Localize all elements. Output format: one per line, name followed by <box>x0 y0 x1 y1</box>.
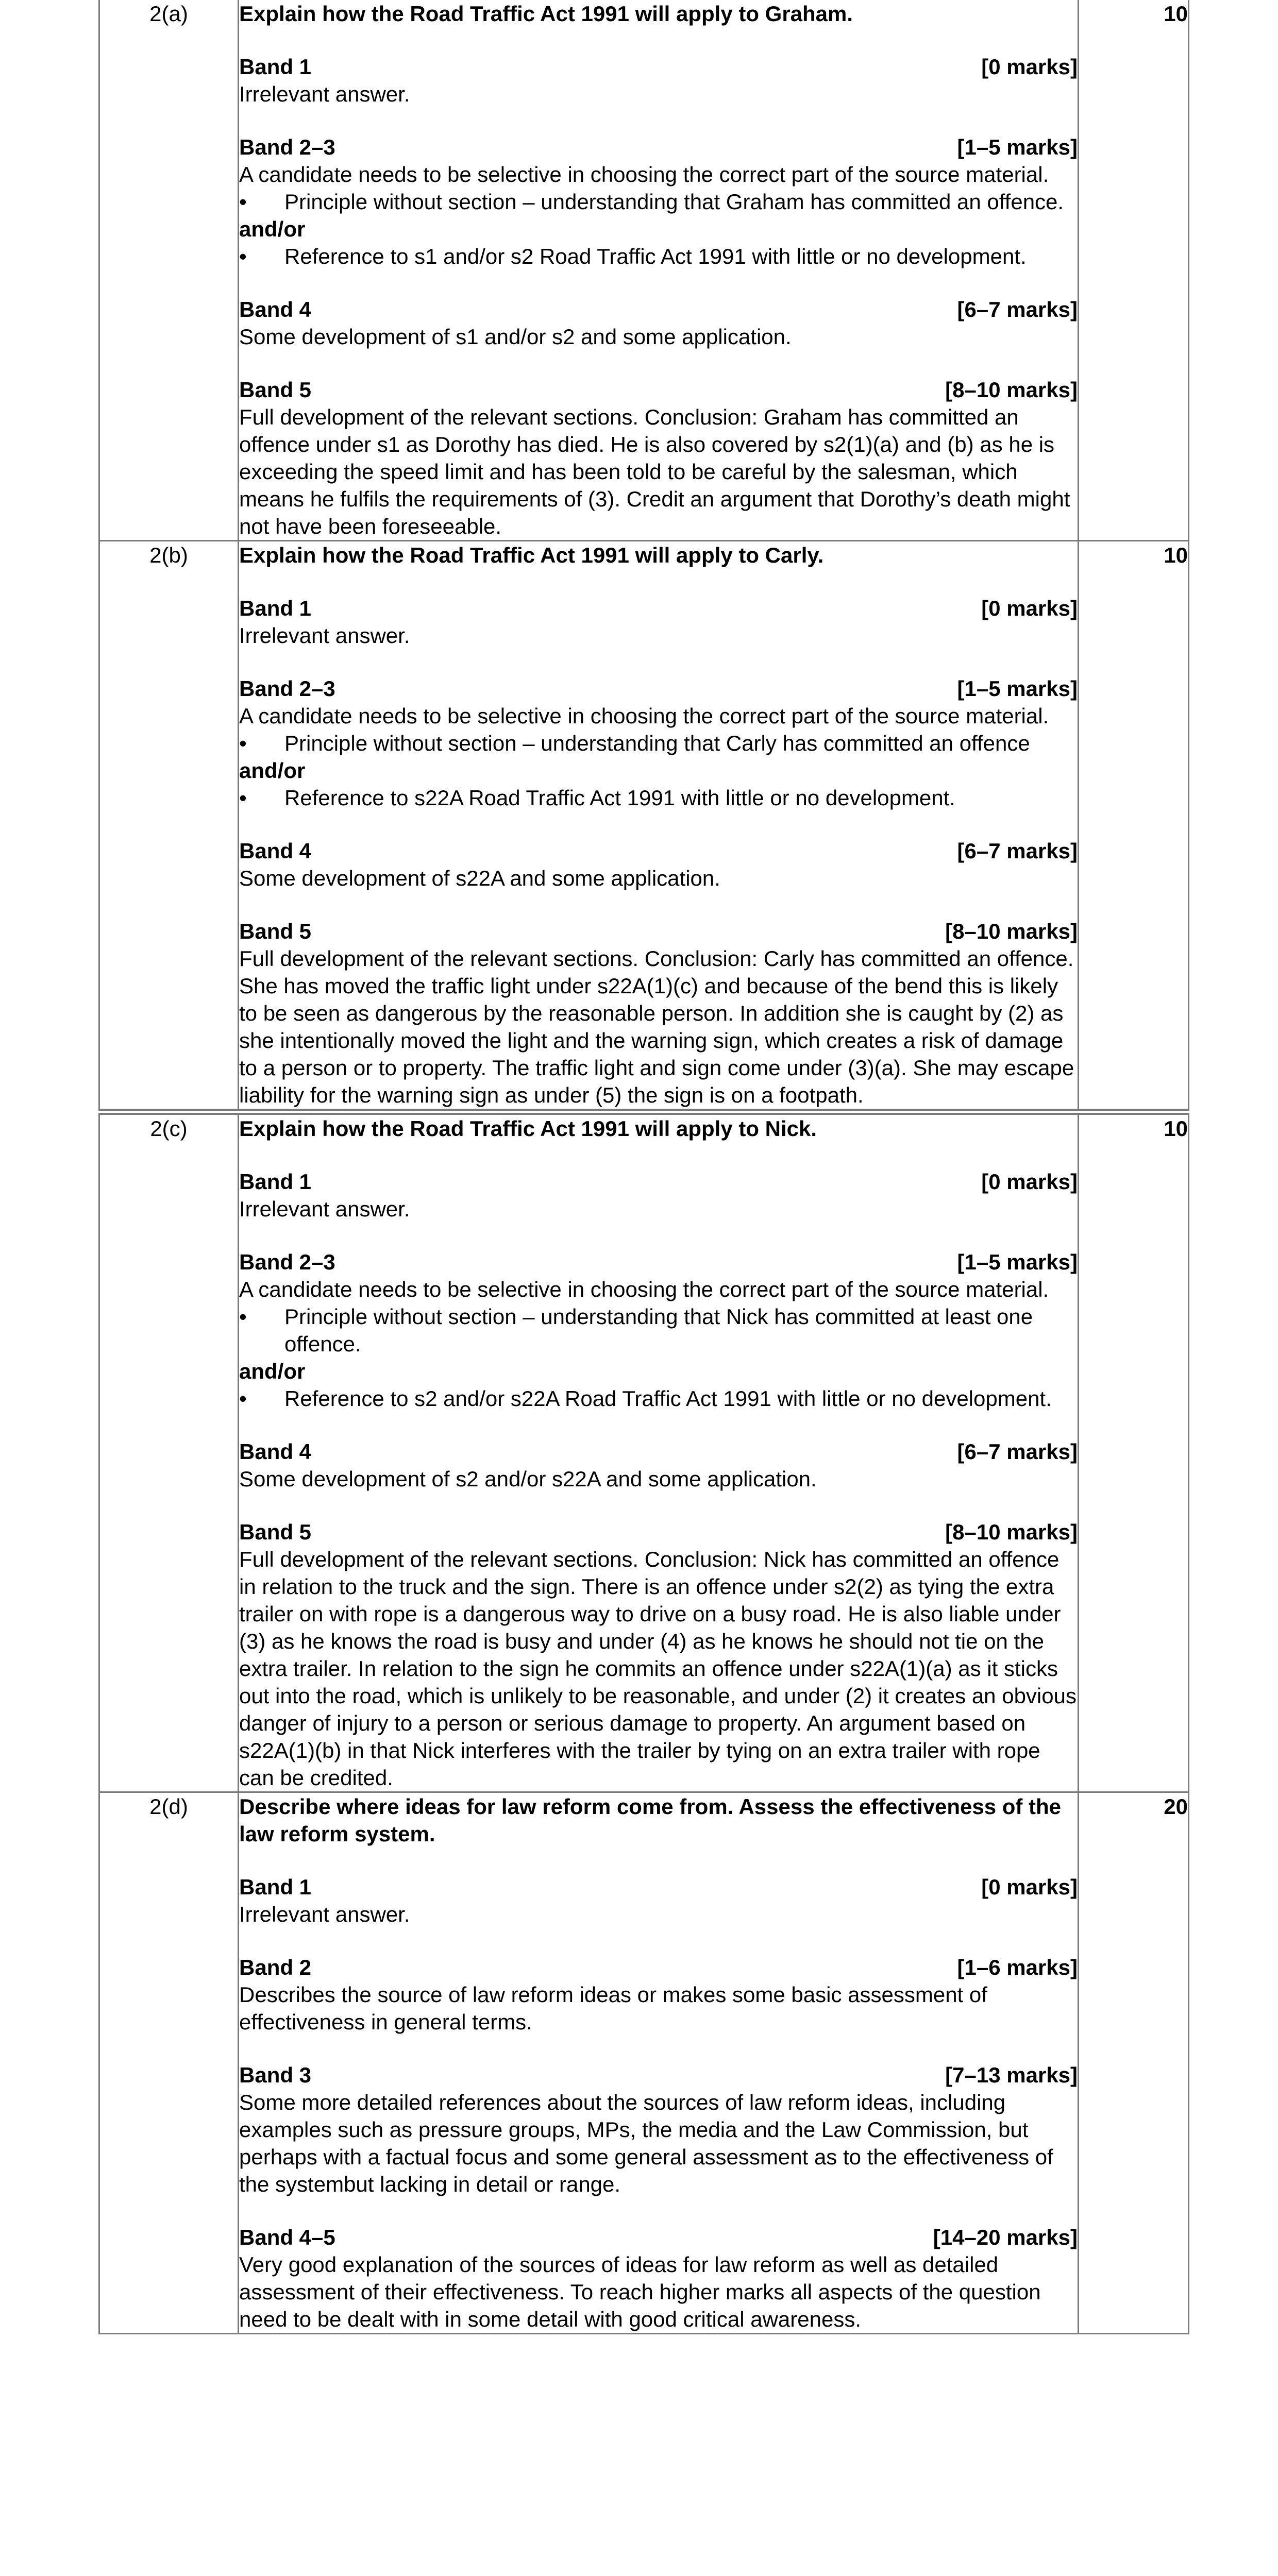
band-marks: [6–7 marks] <box>957 839 1078 863</box>
band-marks: [1–5 marks] <box>957 135 1078 159</box>
band-header <box>239 1438 1078 1465</box>
band-block <box>239 1954 1078 2036</box>
band-description: Full development of the relevant sections. Conclusion: Graham has committed an offence under s1 as Dorothy has died. He is also covered by s2(1)(a) and (b) as he is exceeding the speed limit and has been told to be careful by the salesman, which means he fulfils the requirements of (3). Credit an argument that Dorothy’s death might not have been foreseeable. <box>239 405 1070 538</box>
band-marks: [1–5 marks] <box>957 1250 1078 1274</box>
question-row-2a <box>99 0 1189 541</box>
band-marks: [6–7 marks] <box>957 297 1078 321</box>
band-block <box>239 1518 1078 1791</box>
question-text: Describe where ideas for law reform come from. Assess the effectiveness of the law reform system. <box>239 1794 1062 1846</box>
band-name: Band 1 <box>239 1875 312 1899</box>
question-marks: 10 <box>1079 0 1189 541</box>
band-name: Band 5 <box>239 1520 312 1544</box>
band-name: Band 1 <box>239 55 312 79</box>
band-header <box>239 133 1078 161</box>
band-description: Irrelevant answer. <box>239 1902 410 1926</box>
band-header <box>239 918 1078 945</box>
question-row-2d <box>99 1792 1189 2334</box>
band-block <box>239 1873 1078 1928</box>
bullet-item: • Reference to s2 and/or s22A Road Traffic Act 1991 with little or no development. <box>239 1385 1078 1412</box>
band-description: A candidate needs to be selective in choosing the correct part of the source material. <box>239 1277 1049 1301</box>
band-block <box>239 53 1078 108</box>
band-description: Very good explanation of the sources of ideas for law reform as well as detailed assessment of their effectiveness. To reach higher marks all aspects of the question need to be dealt with in some detail with good critical awareness. <box>239 2252 1041 2331</box>
band-header <box>239 2061 1078 2089</box>
band-description: Irrelevant answer. <box>239 623 410 648</box>
question-marks: 10 <box>1079 541 1189 1112</box>
band-block <box>239 2061 1078 2198</box>
band-name: Band 2–3 <box>239 676 335 701</box>
band-marks: [8–10 marks] <box>945 1520 1078 1544</box>
band-name: Band 2–3 <box>239 135 335 159</box>
bullet-list <box>239 243 1078 270</box>
band-description: Some more detailed references about the sources of law reform ideas, including examples such as pressure groups, MPs, the media and the Law Commission, but perhaps with a factual focus and some general assessment as to the effectiveness of the systembut lacking in detail or range. <box>239 2090 1053 2196</box>
bullet-list <box>239 1385 1078 1412</box>
band-block <box>239 133 1078 270</box>
answer-guidance <box>239 541 1079 1112</box>
question-text: Explain how the Road Traffic Act 1991 will apply to Graham. <box>239 2 853 26</box>
question-text: Explain how the Road Traffic Act 1991 will apply to Carly. <box>239 543 824 567</box>
question-number: 2(a) <box>99 0 239 541</box>
band-description: Describes the source of law reform ideas or makes some basic assessment of effectiveness in general terms. <box>239 1982 987 2034</box>
band-description: A candidate needs to be selective in choosing the correct part of the source material. <box>239 704 1049 728</box>
band-marks: [8–10 marks] <box>945 919 1078 943</box>
band-header <box>239 2224 1078 2251</box>
bullet-item: • Principle without section – understanding that Carly has committed an offence <box>239 730 1078 757</box>
answer-guidance <box>239 1792 1079 2334</box>
bullet-list <box>239 730 1078 757</box>
band-name: Band 5 <box>239 919 312 943</box>
band-block <box>239 2224 1078 2333</box>
band-marks: [1–6 marks] <box>957 1955 1078 1979</box>
band-name: Band 1 <box>239 1170 312 1194</box>
band-header <box>239 1873 1078 1901</box>
band-header <box>239 1248 1078 1276</box>
question-marks: 10 <box>1079 1112 1189 1792</box>
connector-text: and/or <box>239 758 306 783</box>
band-header <box>239 1954 1078 1981</box>
band-block <box>239 376 1078 540</box>
question-row-2b <box>99 541 1189 1112</box>
band-block <box>239 837 1078 892</box>
band-description: Full development of the relevant sections. Conclusion: Carly has committed an offence. She has moved the traffic light under s22A(1)(c) and because of the bend this is likely to be seen as dangerous by the reasonable person. In addition she is caught by (2) as she intentionally moved the light and the warning sign, which creates a risk of damage to a person or to property. The traffic light and sign come under (3)(a). She may escape liability for the warning sign as under (5) the sign is on a footpath. <box>239 946 1074 1107</box>
bullet-item: • Principle without section – understanding that Graham has committed an offence. <box>239 188 1078 215</box>
band-block <box>239 296 1078 350</box>
band-name: Band 2–3 <box>239 1250 335 1274</box>
band-header <box>239 1518 1078 1546</box>
bullet-list <box>239 188 1078 215</box>
question-text: Explain how the Road Traffic Act 1991 will apply to Nick. <box>239 1116 817 1141</box>
question-marks: 20 <box>1079 1792 1189 2334</box>
band-header <box>239 837 1078 865</box>
band-marks: [0 marks] <box>981 1875 1078 1899</box>
band-marks: [6–7 marks] <box>957 1439 1078 1464</box>
mark-scheme-table <box>98 0 1189 2334</box>
band-block <box>239 918 1078 1109</box>
band-header <box>239 1168 1078 1195</box>
band-header <box>239 376 1078 403</box>
band-block <box>239 1438 1078 1493</box>
band-block <box>239 1168 1078 1223</box>
band-name: Band 4 <box>239 297 312 321</box>
band-name: Band 5 <box>239 378 312 402</box>
band-marks: [0 marks] <box>981 1170 1078 1194</box>
band-description: Some development of s22A and some application. <box>239 866 720 890</box>
band-name: Band 4–5 <box>239 2225 335 2249</box>
band-block <box>239 595 1078 649</box>
band-header <box>239 675 1078 702</box>
band-description: Irrelevant answer. <box>239 1197 410 1221</box>
band-marks: [14–20 marks] <box>933 2225 1078 2249</box>
bullet-item: • Principle without section – understanding that Nick has committed at least one offence. <box>239 1303 1078 1358</box>
band-marks: [0 marks] <box>981 596 1078 620</box>
bullet-item: • Reference to s22A Road Traffic Act 1991 with little or no development. <box>239 784 1078 811</box>
band-description: Irrelevant answer. <box>239 82 410 106</box>
band-marks: [1–5 marks] <box>957 676 1078 701</box>
bullet-item: • Reference to s1 and/or s2 Road Traffic Act 1991 with little or no development. <box>239 243 1078 270</box>
band-header <box>239 595 1078 622</box>
band-marks: [8–10 marks] <box>945 378 1078 402</box>
band-block <box>239 1248 1078 1412</box>
band-marks: [7–13 marks] <box>945 2063 1078 2087</box>
answer-guidance <box>239 0 1079 541</box>
connector-text: and/or <box>239 1359 306 1383</box>
bullet-list <box>239 1303 1078 1358</box>
answer-guidance <box>239 1112 1079 1792</box>
band-header <box>239 53 1078 80</box>
band-name: Band 2 <box>239 1955 312 1979</box>
band-name: Band 3 <box>239 2063 312 2087</box>
connector-text: and/or <box>239 217 306 241</box>
band-name: Band 1 <box>239 596 312 620</box>
question-number: 2(b) <box>99 541 239 1112</box>
band-marks: [0 marks] <box>981 55 1078 79</box>
band-name: Band 4 <box>239 1439 312 1464</box>
band-block <box>239 675 1078 811</box>
band-description: Some development of s1 and/or s2 and some application. <box>239 325 792 349</box>
question-row-2c <box>99 1112 1189 1792</box>
band-name: Band 4 <box>239 839 312 863</box>
band-header <box>239 296 1078 323</box>
band-description: Some development of s2 and/or s22A and some application. <box>239 1467 817 1491</box>
band-description: A candidate needs to be selective in choosing the correct part of the source material. <box>239 162 1049 187</box>
bullet-list <box>239 784 1078 811</box>
question-number: 2(c) <box>99 1112 239 1792</box>
band-description: Full development of the relevant sections. Conclusion: Nick has committed an offence in relation to the truck and the sign. There is an offence under s2(2) as tying the extra trailer on with rope is a dangerous way to drive on a busy road. He is also liable under (3) as he knows the road is busy and under (4) as he knows he should not tie on the extra trailer. In relation to the sign he commits an offence under s22A(1)(a) as it sticks out into the road, which is unlikely to be reasonable, and under (2) it creates an obvious danger of injury to a person or serious damage to property. An argument based on s22A(1)(b) in that Nick interferes with the trailer by tying on an extra trailer with rope can be credited. <box>239 1547 1077 1790</box>
question-number: 2(d) <box>99 1792 239 2334</box>
